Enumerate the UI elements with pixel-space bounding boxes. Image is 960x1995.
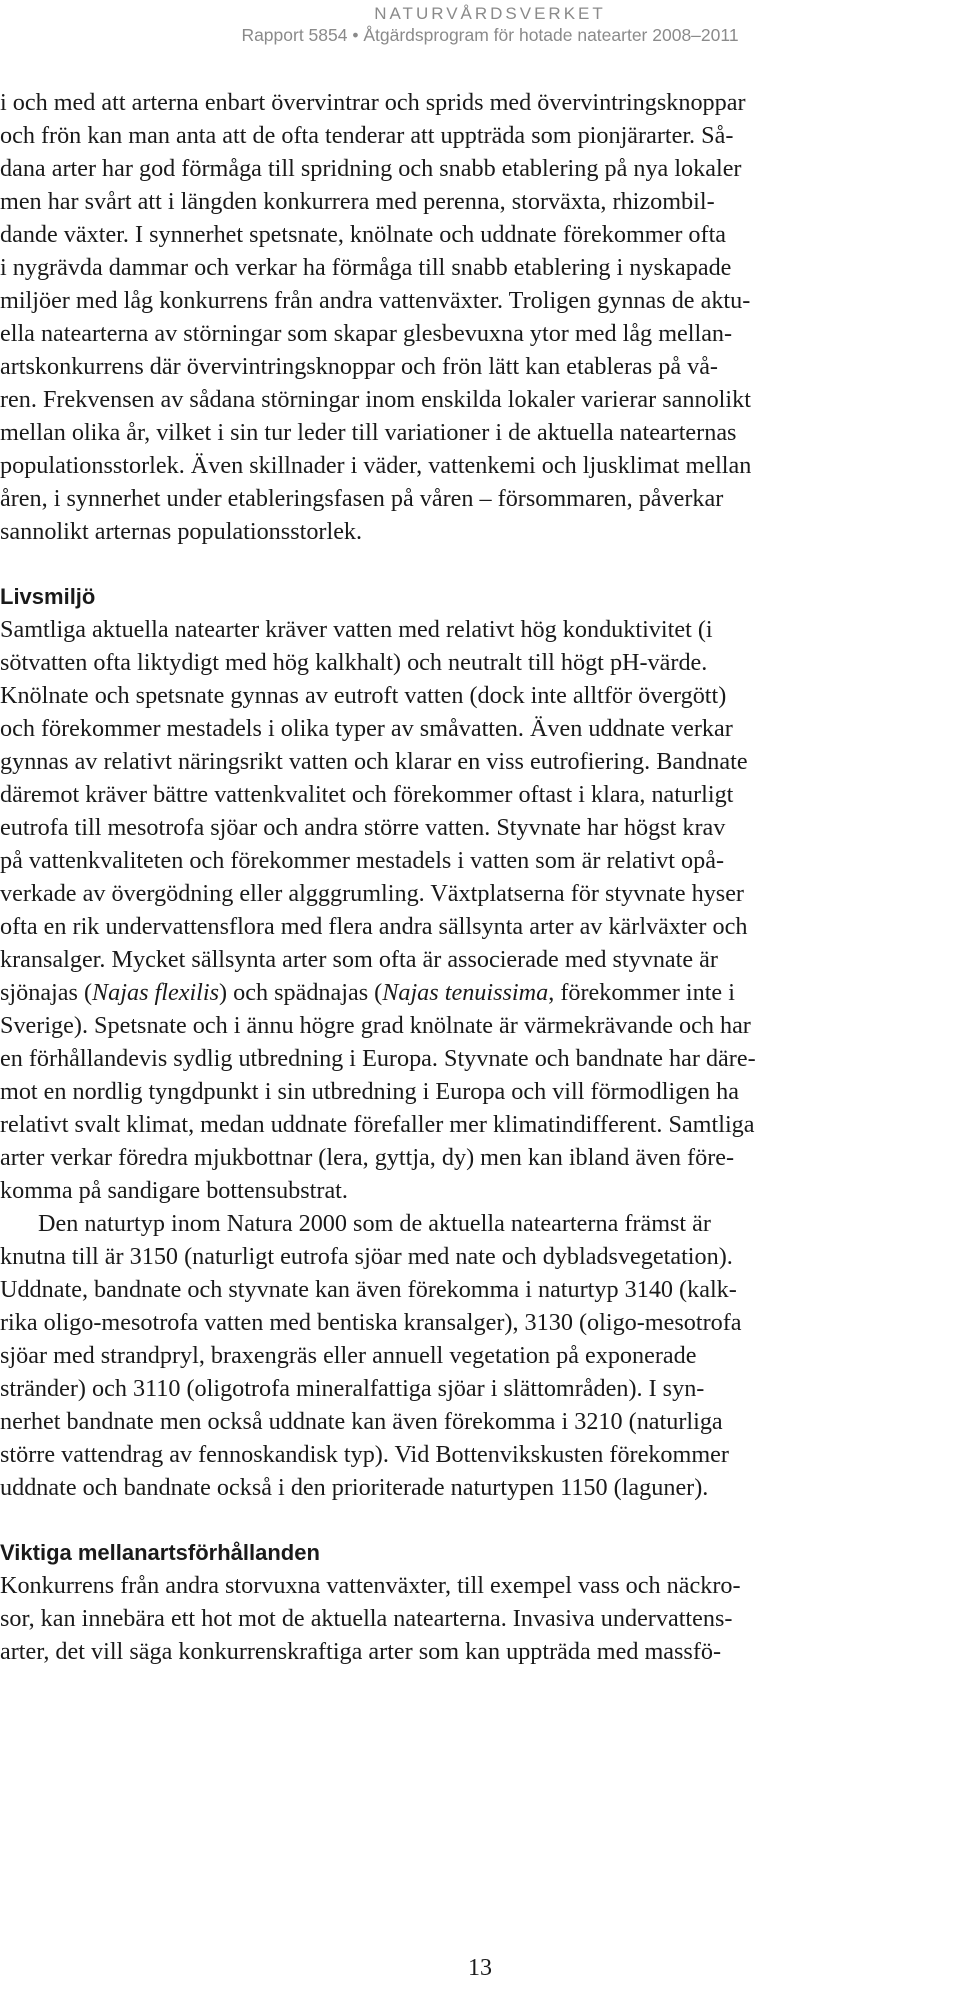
species-name-italic: Najas tenuissima xyxy=(382,979,549,1006)
text-line: relativt svalt klimat, medan uddnate förefaller mer klimatindifferent. Samtliga xyxy=(0,1111,755,1138)
text-line: dande växter. I synnerhet spetsnate, knölnate och uddnate förekommer ofta xyxy=(0,221,727,248)
text-line: större vattendrag av fennoskandisk typ). Vid Bottenvikskusten förekommer xyxy=(0,1441,729,1468)
text-line: verkade av övergödning eller algggrumling. Växtplatserna för styvnate hyser xyxy=(0,880,744,907)
text-line: uddnate och bandnate också i den prioriterade naturtypen 1150 (laguner). xyxy=(0,1474,709,1501)
text-line: Uddnate, bandnate och styvnate kan även förekomma i naturtyp 3140 (kalk- xyxy=(0,1276,737,1303)
text-line: sannolikt arternas populationsstorlek. xyxy=(0,518,363,545)
text-line: Samtliga aktuella natearter kräver vatten med relativt hög konduktivitet (i xyxy=(0,616,713,643)
section-heading-livsmiljo: Livsmiljö xyxy=(0,584,96,609)
text-line: ella natearterna av störningar som skapar glesbevuxna ytor med låg mellan- xyxy=(0,320,733,347)
text-line: dana arter har god förmåga till spridning och snabb etablering på nya lokaler xyxy=(0,155,742,182)
publisher-name: NATURVÅRDSVERKET xyxy=(374,4,606,23)
text-line: däremot kräver bättre vattenkvalitet och förekommer oftast i klara, naturligt xyxy=(0,781,734,808)
text-line: Konkurrens från andra storvuxna vattenväxter, till exempel vass och näckro- xyxy=(0,1572,741,1599)
section-heading-viktiga-mellanartsforhallanden: Viktiga mellanartsförhållanden xyxy=(0,1540,320,1565)
text-line: åren, i synnerhet under etableringsfasen på våren – försommaren, påverkar xyxy=(0,485,724,512)
text-line: sötvatten ofta liktydigt med hög kalkhalt) och neutralt till högt pH-värde. xyxy=(0,649,708,676)
text-line: Knölnate och spetsnate gynnas av eutroft vatten (dock inte alltför övergött) xyxy=(0,682,727,709)
text-line: eutrofa till mesotrofa sjöar och andra större vatten. Styvnate har högst krav xyxy=(0,814,726,841)
page-number: 13 xyxy=(468,1955,492,1981)
text-line: på vattenkvaliteten och förekommer mestadels i vatten som är relativt opå- xyxy=(0,847,725,874)
text-line: miljöer med låg konkurrens från andra vattenväxter. Troligen gynnas de aktu- xyxy=(0,287,751,314)
text-line: stränder) och 3110 (oligotrofa mineralfattiga sjöar i slättområden). I syn- xyxy=(0,1375,705,1402)
text-line: i nygrävda dammar och verkar ha förmåga till snabb etablering i nyskapade xyxy=(0,254,732,281)
species-name-italic: Najas flexilis xyxy=(92,979,220,1006)
text-line: mellan olika år, vilket i sin tur leder till variationer i de aktuella natearternas xyxy=(0,419,737,446)
text-line: nerhet bandnate men också uddnate kan även förekomma i 3210 (naturliga xyxy=(0,1408,723,1435)
text-line: Sverige). Spetsnate och i ännu högre grad knölnate är värmekrävande och har xyxy=(0,1012,751,1039)
text-run: sjönajas ( xyxy=(0,979,93,1006)
text-line: komma på sandigare bottensubstrat. xyxy=(0,1177,348,1204)
text-line-with-italics xyxy=(0,976,735,1009)
text-line: populationsstorlek. Även skillnader i väder, vattenkemi och ljusklimat mellan xyxy=(0,452,752,479)
text-line: i och med att arterna enbart övervintrar och sprids med övervintringsknoppar xyxy=(0,89,746,116)
text-line: sjöar med strandpryl, braxengräs eller annuell vegetation på exponerade xyxy=(0,1342,697,1369)
text-line: ofta en rik undervattensflora med flera andra sällsynta arter av kärlväxter och xyxy=(0,913,748,940)
text-line: och frön kan man anta att de ofta tenderar att uppträda som pionjärarter. Så- xyxy=(0,122,734,149)
text-line: Den naturtyp inom Natura 2000 som de aktuella natearterna främst är xyxy=(38,1210,711,1237)
text-run: , förekommer inte i xyxy=(548,979,735,1006)
text-line: ren. Frekvensen av sådana störningar inom enskilda lokaler varierar sannolikt xyxy=(0,386,751,413)
text-line: och förekommer mestadels i olika typer av småvatten. Även uddnate verkar xyxy=(0,715,733,742)
text-line: knutna till är 3150 (naturligt eutrofa sjöar med nate och dybladsvegetation). xyxy=(0,1243,733,1270)
text-line: sor, kan innebära ett hot mot de aktuella natearterna. Invasiva undervattens- xyxy=(0,1605,733,1632)
text-line: arter verkar föredra mjukbottnar (lera, gyttja, dy) men kan ibland även före- xyxy=(0,1144,735,1171)
report-title: Rapport 5854 • Åtgärdsprogram för hotade natearter 2008–2011 xyxy=(241,25,739,45)
text-line: kransalger. Mycket sällsynta arter som ofta är associerade med styvnate är xyxy=(0,946,718,973)
text-line: en förhållandevis sydlig utbredning i Europa. Styvnate och bandnate har däre- xyxy=(0,1045,756,1072)
text-line: gynnas av relativt näringsrikt vatten och klarar en viss eutrofiering. Bandnate xyxy=(0,748,748,775)
page-body xyxy=(0,86,960,1966)
text-line: men har svårt att i längden konkurrera med perenna, storväxta, rhizombil- xyxy=(0,188,715,215)
text-line: arter, det vill säga konkurrenskraftiga arter som kan uppträda med massfö- xyxy=(0,1638,722,1665)
text-line: rika oligo-mesotrofa vatten med bentiska kransalger), 3130 (oligo-mesotrofa xyxy=(0,1309,742,1336)
text-run: ) och spädnajas ( xyxy=(219,979,383,1006)
text-line: artskonkurrens där övervintringsknoppar och frön lätt kan etableras på vå- xyxy=(0,353,718,380)
text-line: mot en nordlig tyngdpunkt i sin utbredning i Europa och vill förmodligen ha xyxy=(0,1078,739,1105)
